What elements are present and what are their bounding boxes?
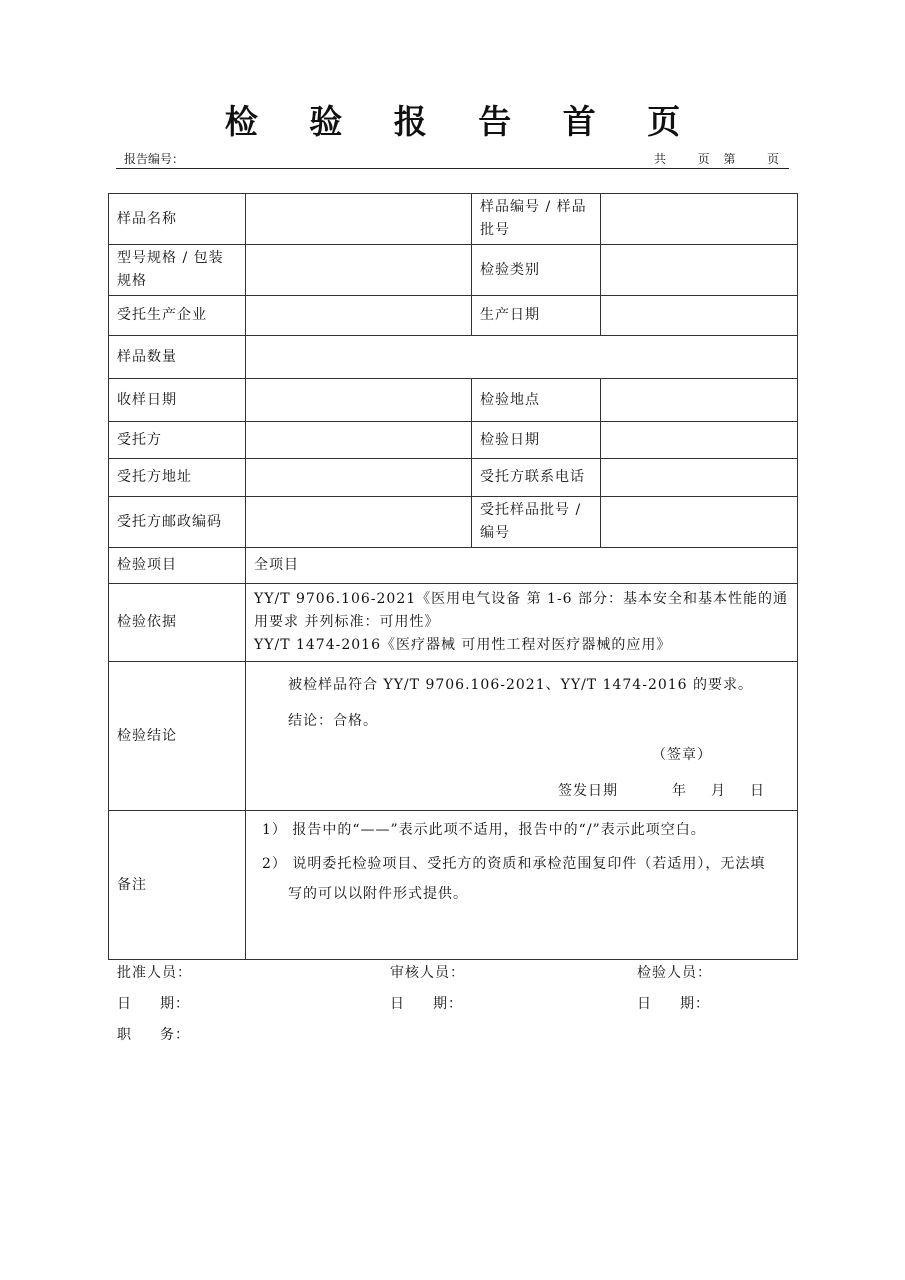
receipt-date-label: 收样日期 <box>109 379 246 422</box>
conclusion-result: 结论：合格。 <box>288 713 378 729</box>
entrusted-producer-label: 受托生产企业 <box>109 296 246 336</box>
table-row <box>109 194 798 245</box>
inspection-date-label: 检验日期 <box>472 422 601 459</box>
model-spec-value <box>246 245 472 296</box>
report-number-label: 报告编号： <box>124 152 185 166</box>
receipt-date-value <box>246 379 472 422</box>
entrusted-address-value <box>246 459 472 497</box>
note-2-line-2: 写的可以以附件形式提供。 <box>288 886 468 902</box>
entrusted-address-label: 受托方地址 <box>109 459 246 497</box>
sample-no-label: 样品编号 / 样品批号 <box>472 194 601 245</box>
approver-label: 批准人员： <box>117 965 192 981</box>
entrusted-phone-value <box>601 459 798 497</box>
entrusted-batch-label: 受托样品批号 / 编号 <box>472 497 601 548</box>
table-row <box>109 296 798 336</box>
entrusted-producer-value <box>246 296 472 336</box>
page-title: 检 验 报 告 首 页 <box>224 102 701 141</box>
table-row <box>109 497 798 548</box>
inspection-type-value <box>601 245 798 296</box>
report-header-line <box>116 150 789 169</box>
issue-date-line <box>558 780 765 803</box>
date-label-a: 日 <box>637 996 652 1012</box>
sample-qty-value <box>246 336 798 379</box>
entrusted-party-label: 受托方 <box>109 422 246 459</box>
inspection-date-value <box>601 422 798 459</box>
basis-value <box>246 584 798 662</box>
sample-name-label: 样品名称 <box>109 194 246 245</box>
date-label-a: 日 <box>117 996 132 1012</box>
inspection-items-label: 检验项目 <box>109 548 246 584</box>
conclusion-text: 被检样品符合 YY/T 9706.106-2021、YY/T 1474-2016 的要求。 <box>288 677 754 693</box>
table-row <box>109 245 798 296</box>
month-label: 月 <box>711 783 726 799</box>
basis-standard-1: YY/T 9706.106-2021《医用电气设备 第 1-6 部分：基本安全和基本性能的通用要求 并列标准：可用性》 <box>254 591 789 630</box>
note-1: 1） 报告中的“——”表示此项不适用，报告中的“/”表示此项空白。 <box>262 822 706 838</box>
table-row <box>109 459 798 497</box>
date-label-a: 日 <box>390 996 405 1012</box>
model-spec-label: 型号规格 / 包装规格 <box>109 245 246 296</box>
entrusted-batch-value <box>601 497 798 548</box>
sample-qty-label: 样品数量 <box>109 336 246 379</box>
day-label: 日 <box>750 783 765 799</box>
entrusted-phone-label: 受托方联系电话 <box>472 459 601 497</box>
position-line <box>117 1024 190 1044</box>
reviewer-date <box>390 993 463 1013</box>
note-2-line-1: 2） 说明委托检验项目、受托方的资质和承检范围复印件（若适用），无法填 <box>262 856 766 872</box>
page-label: 页 <box>697 152 710 166</box>
date-label-b: 期： <box>433 996 463 1012</box>
seal-label: （签章） <box>652 747 712 763</box>
inspector-date <box>637 993 710 1013</box>
table-row <box>109 336 798 379</box>
position-label-a: 职 <box>117 1027 132 1043</box>
production-date-label: 生产日期 <box>472 296 601 336</box>
date-label-b: 期： <box>160 996 190 1012</box>
total-label: 共 <box>653 152 666 166</box>
table-row <box>109 548 798 584</box>
sample-no-value <box>601 194 798 245</box>
conclusion-label: 检验结论 <box>109 662 246 811</box>
position-label-b: 务： <box>160 1027 190 1043</box>
remarks-value <box>246 811 798 960</box>
inspection-site-value <box>601 379 798 422</box>
inspection-items-value: 全项目 <box>246 548 798 584</box>
note-2 <box>262 849 793 909</box>
production-date-value <box>601 296 798 336</box>
table-row <box>109 662 798 811</box>
conclusion-value <box>246 662 798 811</box>
table-row <box>109 811 798 960</box>
entrusted-postcode-value <box>246 497 472 548</box>
basis-label: 检验依据 <box>109 584 246 662</box>
inspection-site-label: 检验地点 <box>472 379 601 422</box>
table-row <box>109 584 798 662</box>
issue-date-label: 签发日期 <box>558 783 618 799</box>
basis-standard-2: YY/T 1474-2016《医疗器械 可用性工程对医疗器械的应用》 <box>254 637 672 653</box>
inspector-label: 检验人员： <box>637 965 712 981</box>
reviewer-label: 审核人员： <box>390 965 465 981</box>
date-label-b: 期： <box>680 996 710 1012</box>
table-row <box>109 379 798 422</box>
sample-name-value <box>246 194 472 245</box>
page-label-2: 页 <box>766 152 779 166</box>
year-label: 年 <box>672 783 687 799</box>
nth-label: 第 <box>723 152 736 166</box>
inspection-type-label: 检验类别 <box>472 245 601 296</box>
remarks-label: 备注 <box>109 811 246 960</box>
table-row <box>109 422 798 459</box>
page-count <box>654 150 779 167</box>
approver-date <box>117 993 190 1013</box>
entrusted-postcode-label: 受托方邮政编码 <box>109 497 246 548</box>
entrusted-party-value <box>246 422 472 459</box>
report-table <box>108 193 798 960</box>
